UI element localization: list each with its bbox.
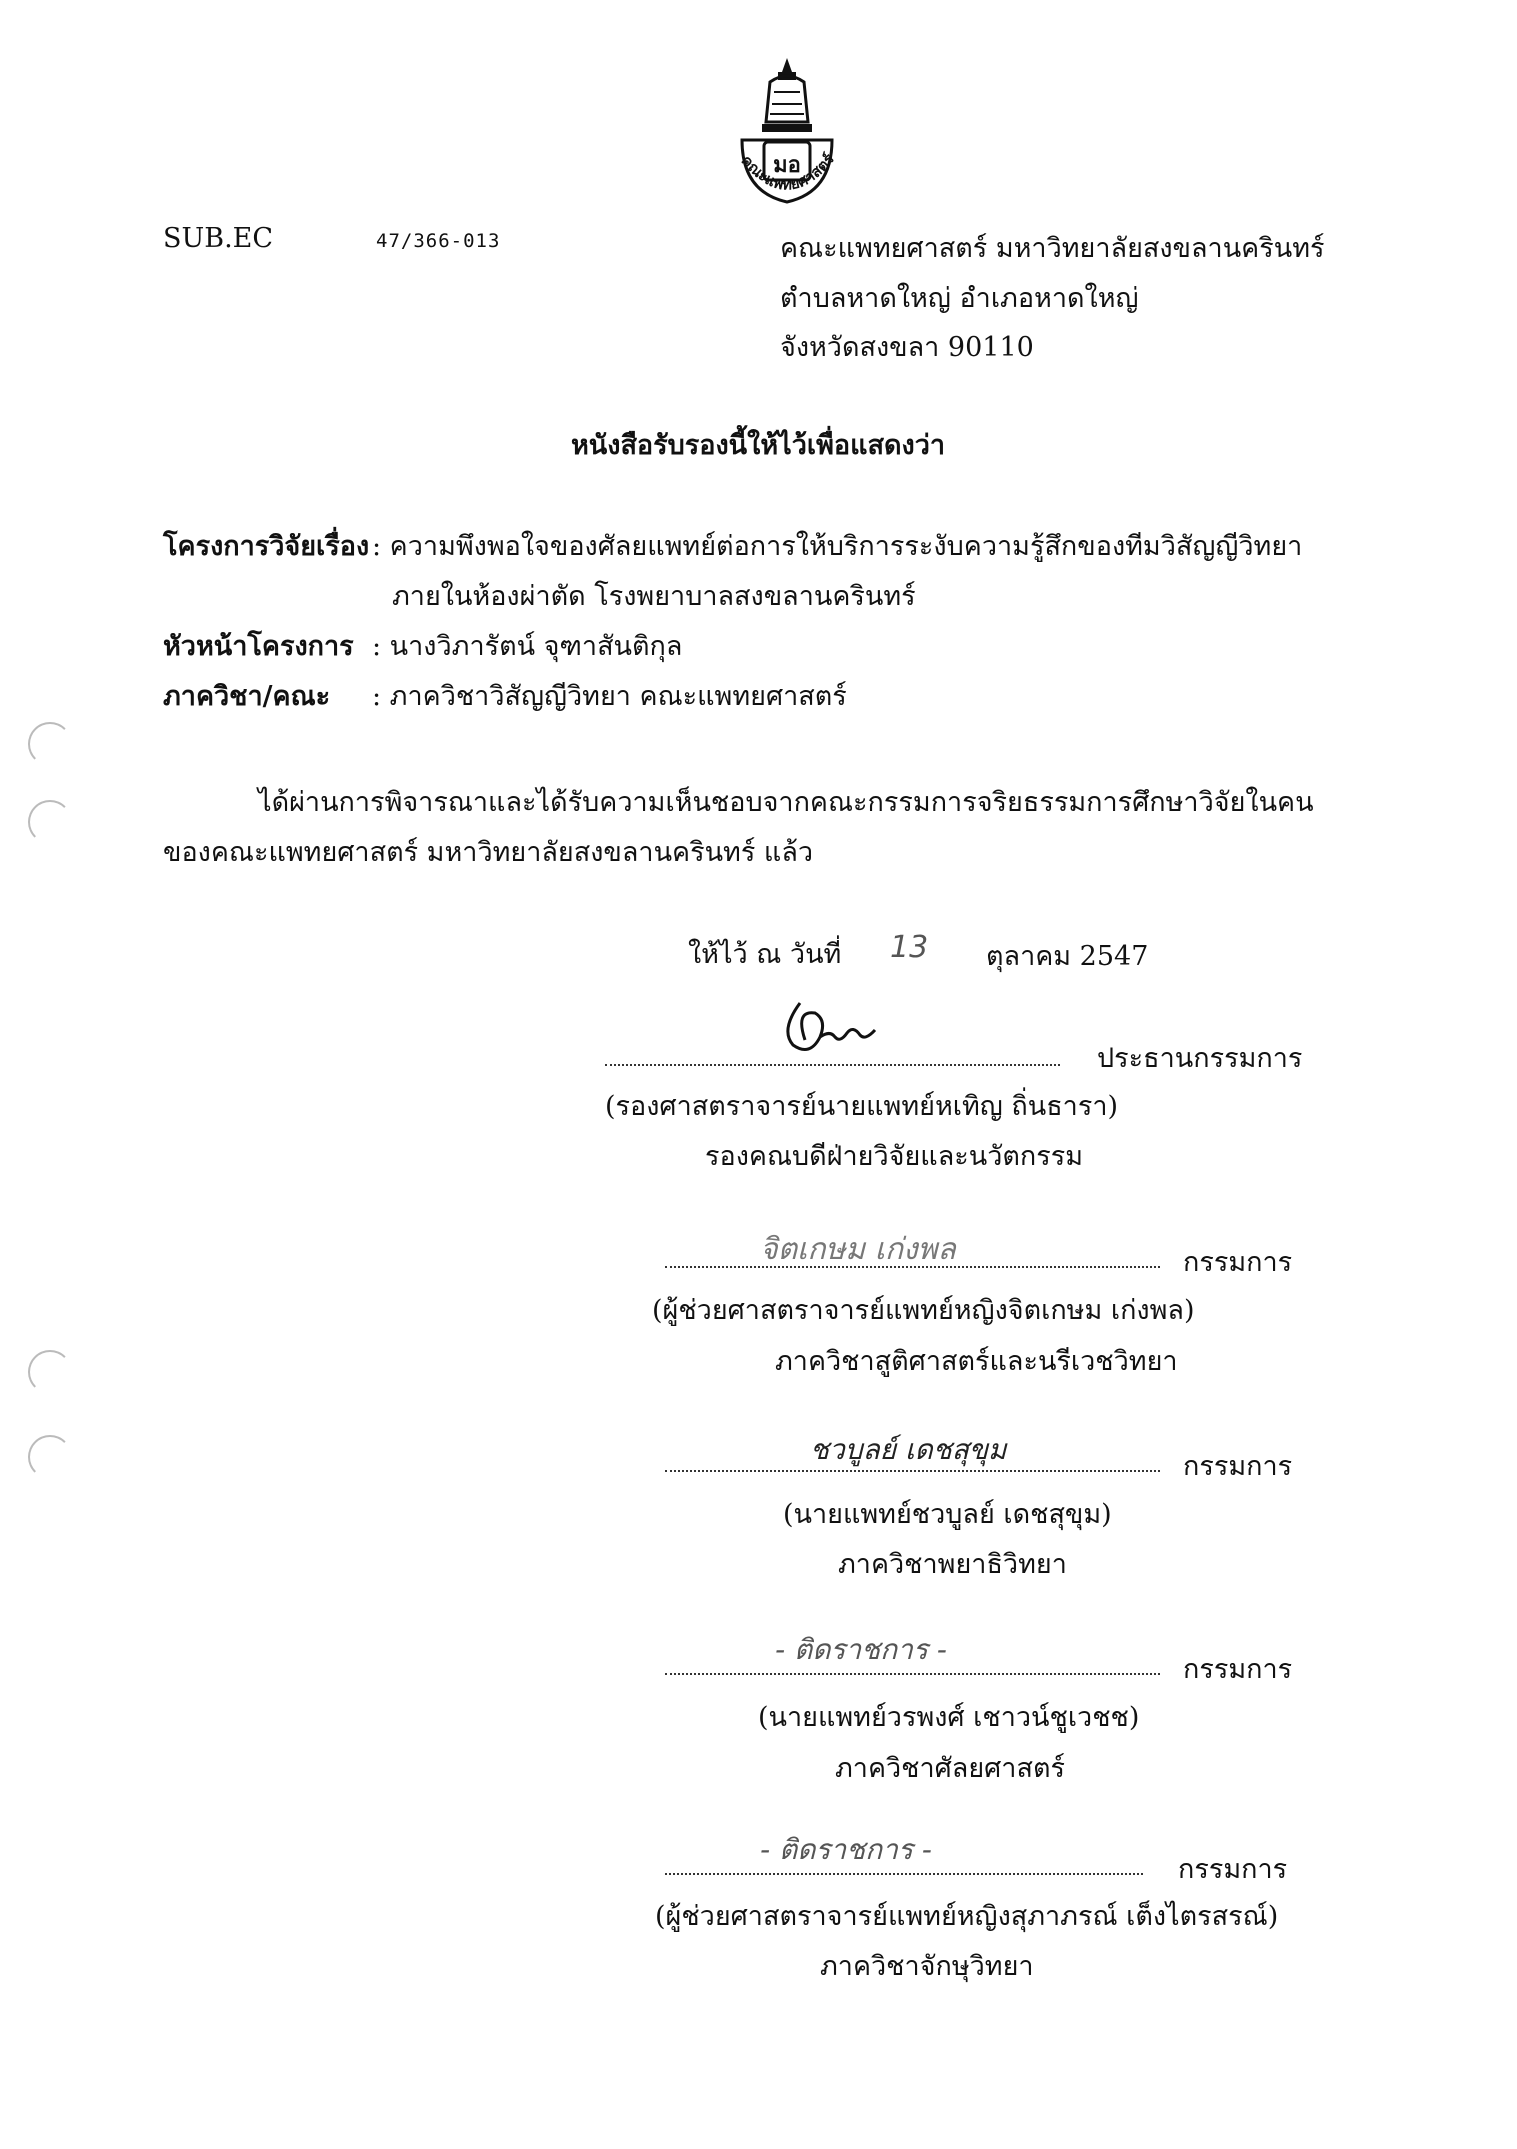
member-4-name: (ผู้ช่วยศาสตราจารย์แพทย์หญิงสุภาภรณ์ เต็งไตรสรณ์)	[655, 1901, 1279, 1932]
signature-line-member-2	[665, 1470, 1160, 1472]
punch-hole	[28, 800, 72, 844]
svg-text:มอ: มอ	[773, 153, 801, 178]
member-4-position: ภาควิชาจักษุวิทยา	[820, 1951, 1034, 1982]
signature-member-2: ชวบูลย์ เดชสุขุม	[810, 1433, 1007, 1466]
signature-member-3: - ติดราชการ -	[775, 1633, 947, 1666]
project-value-line-2: ภายในห้องผ่าตัด โรงพยาบาลสงขลานครินทร์	[392, 581, 916, 612]
address-line-1: คณะแพทยศาสตร์ มหาวิทยาลัยสงขลานครินทร์	[780, 233, 1325, 264]
signature-line-chair	[605, 1064, 1060, 1066]
project-value-line-1: : ความพึงพอใจของศัลยแพทย์ต่อการให้บริการระงับความรู้สึกของทีมวิสัญญีวิทยา	[372, 531, 1303, 562]
punch-hole	[28, 1435, 72, 1479]
member-2-position: ภาควิชาพยาธิวิทยา	[838, 1549, 1067, 1580]
member-1-role: กรรมการ	[1183, 1247, 1293, 1278]
signature-chair	[775, 985, 895, 1060]
chair-name: (รองศาสตราจารย์นายแพทย์หเทิญ ถิ่นธารา)	[605, 1091, 1119, 1122]
signature-line-member-1	[665, 1266, 1160, 1268]
date-day: 13	[890, 930, 929, 965]
body-line-2: ของคณะแพทยศาสตร์ มหาวิทยาลัยสงขลานครินทร์ แล้ว	[163, 837, 814, 868]
member-2-name: (นายแพทย์ชวบูลย์ เดชสุขุม)	[783, 1499, 1112, 1530]
member-1-position: ภาควิชาสูติศาสตร์และนรีเวชวิทยา	[775, 1346, 1178, 1377]
faculty-logo	[712, 52, 862, 217]
document-title: หนังสือรับรองนี้ให้ไว้เพื่อแสดงว่า	[571, 430, 946, 461]
project-label: โครงการวิจัยเรื่อง	[163, 531, 370, 562]
date-prefix: ให้ไว้ ณ วันที่	[688, 939, 842, 970]
project-head-label: หัวหน้าโครงการ	[163, 631, 354, 662]
signature-member-4: - ติดราชการ -	[760, 1833, 932, 1866]
project-head-value: : นางวิภารัตน์ จุฑาสันติกุล	[372, 631, 683, 662]
department-label: ภาควิชา/คณะ	[163, 681, 331, 712]
reference-label: SUB.EC	[163, 223, 274, 254]
address-line-2: ตำบลหาดใหญ่ อำเภอหาดใหญ่	[780, 283, 1139, 314]
member-3-name: (นายแพทย์วรพงศ์ เชาวน์ชูเวชช)	[758, 1702, 1140, 1733]
member-4-role: กรรมการ	[1178, 1854, 1288, 1885]
address-line-3: จังหวัดสงขลา 90110	[780, 332, 1034, 363]
svg-text:คณะแพทยศาสตร์: คณะแพทยศาสตร์	[737, 150, 838, 194]
member-3-position: ภาควิชาศัลยศาสตร์	[835, 1753, 1065, 1784]
date-month-year: ตุลาคม 2547	[986, 941, 1149, 972]
chair-role: ประธานกรรมการ	[1097, 1043, 1303, 1074]
punch-hole	[28, 1350, 72, 1394]
member-1-name: (ผู้ช่วยศาสตราจารย์แพทย์หญิงจิตเกษม เก่งพล)	[652, 1295, 1195, 1326]
member-2-role: กรรมการ	[1183, 1451, 1293, 1482]
punch-hole	[28, 722, 72, 766]
signature-line-member-3	[665, 1673, 1160, 1675]
body-line-1: ได้ผ่านการพิจารณาและได้รับความเห็นชอบจากคณะกรรมการจริยธรรมการศึกษาวิจัยในคน	[258, 787, 1314, 818]
signature-line-member-4	[665, 1873, 1143, 1875]
member-3-role: กรรมการ	[1183, 1654, 1293, 1685]
department-value: : ภาควิชาวิสัญญีวิทยา คณะแพทยศาสตร์	[372, 681, 847, 712]
chair-position: รองคณบดีฝ่ายวิจัยและนวัตกรรม	[705, 1141, 1084, 1172]
signature-member-1: จิตเกษม เก่งพล	[760, 1232, 956, 1267]
reference-number: 47/366-013	[376, 230, 501, 252]
